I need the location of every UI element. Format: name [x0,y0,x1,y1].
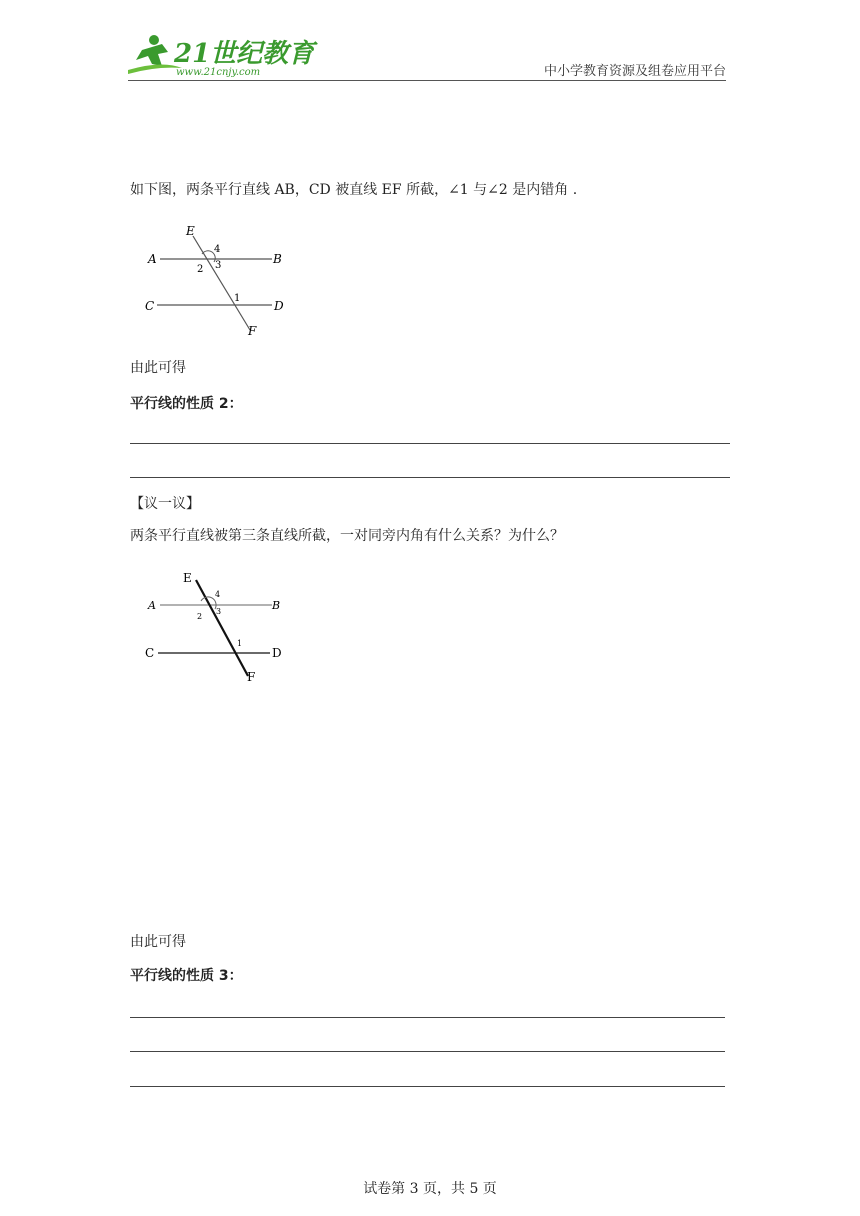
answer-line[interactable] [130,1017,725,1018]
label-d: D [274,299,284,313]
logo-url: www.21cnjy.com [176,67,261,78]
label-b: B [273,252,282,266]
label-f: F [247,670,256,684]
angle-label-3: 3 [215,260,222,271]
angle-label-2: 2 [197,264,204,275]
label-e: E [183,571,192,585]
header-divider [128,80,726,81]
line-ef [193,236,250,330]
angle-label-4: 4 [214,244,221,255]
label-c: C [145,646,155,660]
answer-line[interactable] [130,443,730,444]
angle-label-1: 1 [234,293,241,304]
property-3-title: 平行线的性质 3： [130,968,243,984]
label-d: D [272,646,282,660]
label-e: E [186,224,195,238]
conclusion-text-2: 由此可得 [130,934,186,950]
label-f: F [248,324,257,338]
logo-text: 21世纪教育 [174,39,315,69]
angle-label-2: 2 [197,612,203,621]
line-ef [196,580,248,676]
parallel-lines-diagram-2 [140,568,300,692]
site-logo [122,30,315,80]
angle-label-3: 3 [216,607,222,616]
answer-line[interactable] [130,1086,725,1087]
angle-label-1: 1 [237,639,243,648]
angle-label-4: 4 [215,590,221,599]
discuss-question: 两条平行直线被第三条直线所截，一对同旁内角有什么关系？为什么？ [130,528,564,544]
discuss-heading: 【议一议】 [130,496,200,512]
answer-line[interactable] [130,1051,725,1052]
label-b: B [272,599,281,612]
intro-text: 如下图，两条平行直线 AB，CD 被直线 EF 所截，∠1 与∠2 是内错角 . [130,182,578,198]
parallel-lines-diagram-1 [140,222,300,346]
property-2-title: 平行线的性质 2： [130,396,243,412]
answer-line[interactable] [130,477,730,478]
conclusion-text-1: 由此可得 [130,360,186,376]
page-number: 试卷第 3 页，共 5 页 [363,1181,497,1197]
label-a: A [148,599,156,612]
label-a: A [148,252,157,266]
label-c: C [145,299,155,313]
site-name: 中小学教育资源及组卷应用平台 [543,64,726,79]
